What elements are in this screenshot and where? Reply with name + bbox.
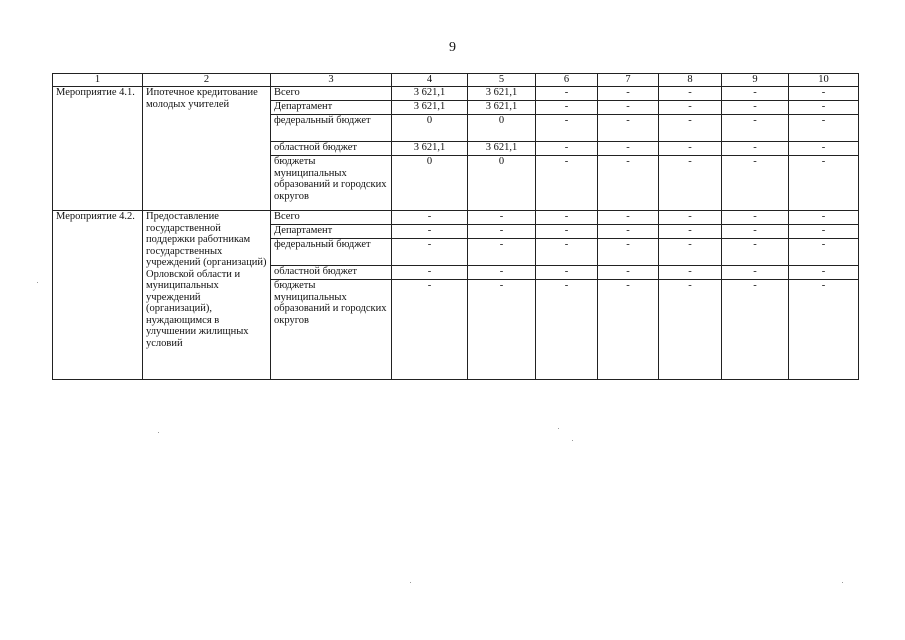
budget-table	[52, 73, 859, 380]
column-header: 9	[722, 74, 789, 87]
table-row	[53, 211, 859, 225]
value-cell: -	[392, 239, 468, 266]
value-cell: 0	[468, 115, 536, 142]
value-cell: 0	[468, 156, 536, 211]
funding-source-cell: бюджеты муниципальных образований и городских округов	[271, 156, 392, 211]
value-cell: -	[789, 211, 859, 225]
value-cell: -	[789, 266, 859, 280]
column-header: 1	[53, 74, 143, 87]
value-cell: -	[598, 280, 659, 380]
value-cell: -	[659, 266, 722, 280]
value-cell: -	[536, 280, 598, 380]
table-row	[53, 87, 859, 101]
value-cell: -	[659, 280, 722, 380]
value-cell: 0	[392, 156, 468, 211]
value-cell: -	[659, 211, 722, 225]
scan-speck	[558, 428, 559, 429]
value-cell: 3 621,1	[468, 87, 536, 101]
value-cell: -	[598, 101, 659, 115]
value-cell: -	[392, 266, 468, 280]
value-cell: -	[659, 156, 722, 211]
value-cell: -	[722, 156, 789, 211]
scan-speck	[410, 582, 411, 583]
value-cell: -	[598, 239, 659, 266]
scan-speck	[572, 440, 573, 441]
value-cell: -	[392, 225, 468, 239]
value-cell: -	[722, 142, 789, 156]
value-cell: -	[789, 87, 859, 101]
scan-speck	[842, 582, 843, 583]
value-cell: -	[598, 142, 659, 156]
column-header: 7	[598, 74, 659, 87]
event-cell: Мероприятие 4.1.	[53, 87, 143, 211]
value-cell: -	[536, 266, 598, 280]
funding-source-cell: Всего	[271, 87, 392, 101]
value-cell: -	[536, 211, 598, 225]
column-header: 2	[143, 74, 271, 87]
value-cell: 3 621,1	[468, 101, 536, 115]
funding-source-cell: федеральный бюджет	[271, 239, 392, 266]
value-cell: -	[536, 239, 598, 266]
value-cell: -	[536, 142, 598, 156]
value-cell: -	[722, 87, 789, 101]
value-cell: -	[392, 211, 468, 225]
value-cell: 3 621,1	[468, 142, 536, 156]
event-cell: Мероприятие 4.2.	[53, 211, 143, 380]
value-cell: -	[536, 115, 598, 142]
column-header: 3	[271, 74, 392, 87]
funding-source-cell: федеральный бюджет	[271, 115, 392, 142]
funding-source-cell: Департамент	[271, 225, 392, 239]
scan-speck	[158, 432, 159, 433]
value-cell: 3 621,1	[392, 101, 468, 115]
column-header: 8	[659, 74, 722, 87]
value-cell: 3 621,1	[392, 142, 468, 156]
description-cell: Ипотечное кредитование молодых учителей	[143, 87, 271, 211]
value-cell: -	[598, 211, 659, 225]
value-cell: -	[536, 156, 598, 211]
value-cell: -	[659, 239, 722, 266]
value-cell: -	[598, 266, 659, 280]
value-cell: -	[789, 239, 859, 266]
value-cell: -	[722, 225, 789, 239]
value-cell: -	[789, 115, 859, 142]
value-cell: -	[468, 239, 536, 266]
funding-source-cell: областной бюджет	[271, 266, 392, 280]
value-cell: -	[659, 101, 722, 115]
value-cell: -	[722, 211, 789, 225]
column-header: 6	[536, 74, 598, 87]
value-cell: -	[598, 115, 659, 142]
value-cell: -	[789, 142, 859, 156]
value-cell: -	[598, 225, 659, 239]
column-header: 10	[789, 74, 859, 87]
value-cell: -	[468, 280, 536, 380]
funding-source-cell: бюджеты муниципальных образований и городских округов	[271, 280, 392, 380]
value-cell: -	[722, 239, 789, 266]
page-number: 9	[449, 40, 456, 55]
value-cell: -	[722, 115, 789, 142]
funding-source-cell: Всего	[271, 211, 392, 225]
value-cell: -	[722, 266, 789, 280]
header-row	[53, 74, 859, 87]
value-cell: -	[789, 101, 859, 115]
column-header: 4	[392, 74, 468, 87]
value-cell: -	[789, 280, 859, 380]
value-cell: -	[659, 115, 722, 142]
value-cell: -	[659, 225, 722, 239]
value-cell: -	[392, 280, 468, 380]
scan-speck	[37, 282, 38, 283]
value-cell: -	[722, 101, 789, 115]
value-cell: -	[659, 142, 722, 156]
column-header: 5	[468, 74, 536, 87]
value-cell: -	[468, 266, 536, 280]
value-cell: -	[536, 101, 598, 115]
funding-source-cell: областной бюджет	[271, 142, 392, 156]
value-cell: -	[659, 87, 722, 101]
value-cell: -	[789, 225, 859, 239]
value-cell: 3 621,1	[392, 87, 468, 101]
value-cell: -	[789, 156, 859, 211]
value-cell: -	[536, 87, 598, 101]
value-cell: -	[722, 280, 789, 380]
value-cell: 0	[392, 115, 468, 142]
value-cell: -	[598, 87, 659, 101]
value-cell: -	[468, 225, 536, 239]
value-cell: -	[468, 211, 536, 225]
value-cell: -	[598, 156, 659, 211]
funding-source-cell: Департамент	[271, 101, 392, 115]
description-cell: Предоставление государственной поддержки работникам государственных учреждений (организаций) Орловской области и муниципальных учреждений (организаций), нуждающимся в улучшении жилищных условий	[143, 211, 271, 380]
value-cell: -	[536, 225, 598, 239]
